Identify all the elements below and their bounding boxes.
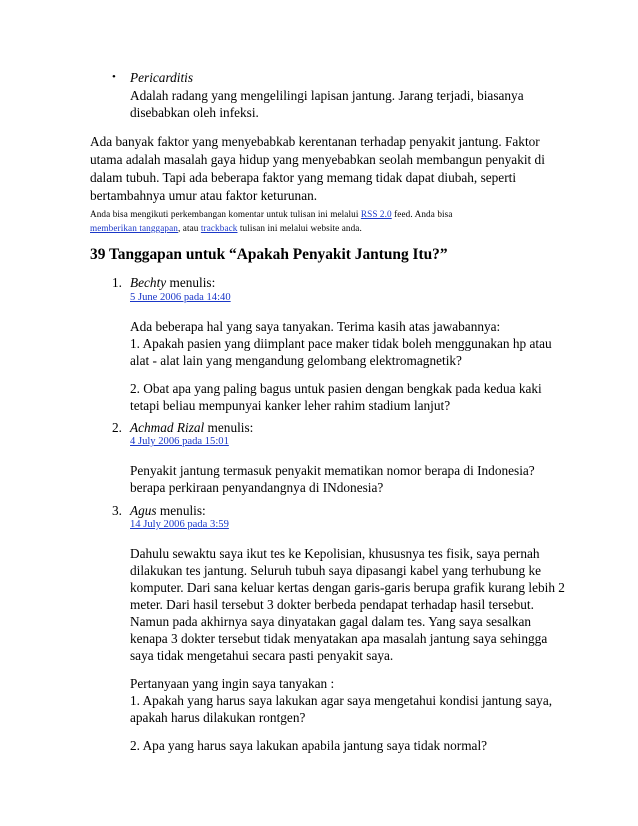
comment-number: 2. xyxy=(112,420,122,435)
comment-author-line xyxy=(130,419,253,436)
comment-date-link[interactable]: 5 June 2006 pada 14:40 xyxy=(130,292,231,303)
comment-text-line: 2. Apa yang harus saya lakukan apabila jantung saya tidak normal? xyxy=(130,738,488,753)
paragraph-line: utama adalah masalah gaya hidup yang menyebabkan seolah membangun penyakit di xyxy=(90,152,545,167)
comment-text-line: meter. Dari hasil tersebut 3 dokter berbeda pendapat terhadap hasil tersebut. xyxy=(130,597,534,612)
comment-date-link[interactable]: 4 July 2006 pada 15:01 xyxy=(130,436,229,447)
follow-text: , atau xyxy=(177,223,201,233)
comment-text-line: saya tidak mengetahui secara pasti penyakit saya. xyxy=(130,648,394,663)
comment-author-line xyxy=(130,502,206,519)
comment-text-line: Ada beberapa hal yang saya tanyakan. Terima kasih atas jawabannya: xyxy=(130,319,501,334)
comment-text-line: 2. Obat apa yang paling bagus untuk pasien dengan bengkak pada kedua kaki xyxy=(130,381,542,396)
follow-text: feed. Anda bisa xyxy=(391,209,453,219)
pericarditis-desc-line: disebabkan oleh infeksi. xyxy=(130,105,259,120)
follow-text: Anda bisa mengikuti perkembangan komentar untuk tulisan ini melalui xyxy=(90,209,361,219)
comment-author: Bechty xyxy=(130,275,167,290)
follow-text: tulisan ini melalui website anda. xyxy=(237,223,362,233)
follow-line-2 xyxy=(90,221,362,235)
comment-author: Achmad Rizal xyxy=(130,420,205,435)
comment-text-line: Penyakit jantung termasuk penyakit mematikan nomor berapa di Indonesia? xyxy=(130,463,535,478)
comment-text-line: Namun pada akhirnya saya dinyatakan gagal dalam tes. Yang saya sesalkan xyxy=(130,614,531,629)
comment-author-line xyxy=(130,274,215,291)
comment-date-link[interactable]: 14 July 2006 pada 3:59 xyxy=(130,519,229,530)
comment-author: Agus xyxy=(130,503,157,518)
paragraph-line: Ada banyak faktor yang menyebabkab kerentanan terhadap penyakit jantung. Faktor xyxy=(90,134,540,149)
comment-text-line: berapa perkiraan penyandangnya di INdonesia? xyxy=(130,480,384,495)
rss-link[interactable]: RSS 2.0 xyxy=(360,209,392,219)
paragraph-line: dalam tubuh. Tapi ada beberapa faktor yang memang tidak dapat diubah, seperti xyxy=(90,170,517,185)
comment-text-line: Dahulu sewaktu saya ikut tes ke Kepolisian, khususnya tes fisik, saya pernah xyxy=(130,546,540,561)
comment-text-line: alat - alat lain yang mengandung gelombang elektromagnetik? xyxy=(130,353,462,368)
comment-text-line: apakah harus dilakukan rontgen? xyxy=(130,710,306,725)
paragraph-line: bertambahnya umur atau faktor keturunan. xyxy=(90,188,318,203)
comment-wrote: menulis: xyxy=(166,275,216,290)
comment-wrote: menulis: xyxy=(156,503,206,518)
comment-text-line: tetapi beliau mempunyai kanker leher rahim stadium lanjut? xyxy=(130,398,451,413)
comment-text-line: 1. Apakah pasien yang diimplant pace maker tidak boleh menggunakan hp atau xyxy=(130,336,552,351)
pericarditis-title: Pericarditis xyxy=(130,70,194,85)
comment-wrote: menulis: xyxy=(204,420,254,435)
comment-text-line: kenapa 3 dokter tersebut tidak menyatakan apa masalah jantung saya sehingga xyxy=(130,631,548,646)
comments-heading: 39 Tanggapan untuk “Apakah Penyakit Jantung Itu?” xyxy=(90,246,448,263)
comment-text-line: 1. Apakah yang harus saya lakukan agar saya mengetahui kondisi jantung saya, xyxy=(130,693,553,708)
comment-number: 3. xyxy=(112,503,122,518)
pericarditis-desc-line: Adalah radang yang mengelilingi lapisan jantung. Jarang terjadi, biasanya xyxy=(130,88,524,103)
trackback-link[interactable]: trackback xyxy=(200,223,238,233)
comment-number: 1. xyxy=(112,275,122,290)
comment-text-line: Pertanyaan yang ingin saya tanyakan : xyxy=(130,676,335,691)
comment-text-line: komputer. Dari sana keluar kertas dengan garis-garis berupa grafik kurang lebih 2 xyxy=(130,580,565,595)
bullet-point: • xyxy=(112,71,116,83)
comment-text-line: dilakukan tes jantung. Seluruh tubuh saya dipasangi kabel yang terhubung ke xyxy=(130,563,542,578)
comment-link[interactable]: memberikan tanggapan xyxy=(90,223,178,233)
follow-line-1 xyxy=(90,207,453,221)
